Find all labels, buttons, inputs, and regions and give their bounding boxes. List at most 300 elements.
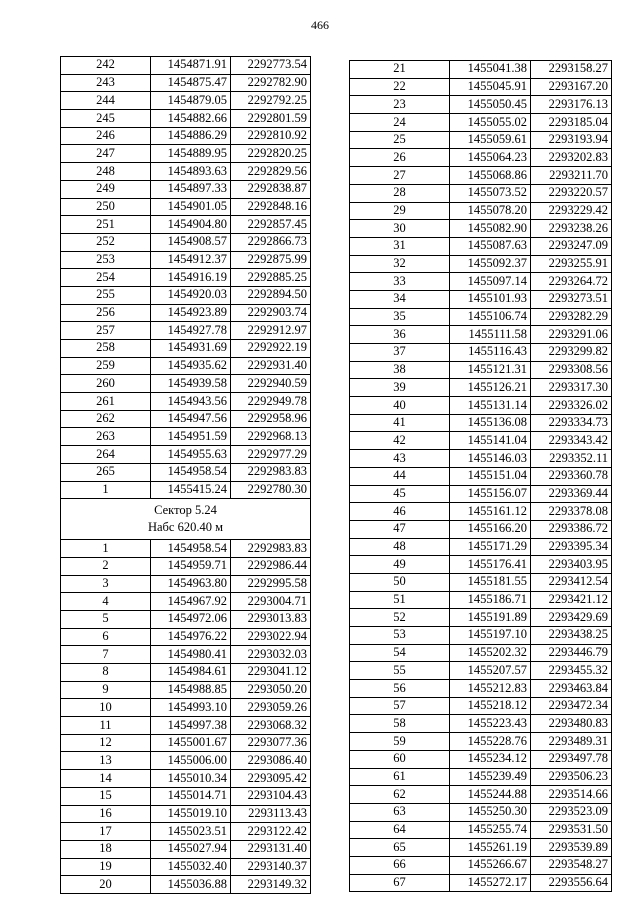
- y-coordinate-cell: 2293463.84: [531, 680, 612, 698]
- x-coordinate-cell: 1454882.66: [151, 110, 231, 128]
- table-row: [350, 131, 612, 149]
- point-number-cell: 50: [350, 573, 450, 591]
- y-coordinate-cell: 2292958.96: [231, 410, 311, 428]
- x-coordinate-cell: 1455218.12: [450, 697, 531, 715]
- table-row: [350, 273, 612, 291]
- point-number-cell: 12: [61, 734, 151, 752]
- y-coordinate-cell: 2293291.06: [531, 326, 612, 344]
- y-coordinate-cell: 2292894.50: [231, 286, 311, 304]
- x-coordinate-cell: 1455126.21: [450, 379, 531, 397]
- table-row: [61, 304, 311, 322]
- table-row: [350, 733, 612, 751]
- point-number-cell: 14: [61, 770, 151, 788]
- x-coordinate-cell: 1454972.06: [151, 610, 231, 628]
- point-number-cell: 26: [350, 149, 450, 167]
- point-number-cell: 1: [61, 481, 151, 499]
- table-row: [350, 184, 612, 202]
- y-coordinate-cell: 2293004.71: [231, 593, 311, 611]
- y-coordinate-cell: 2293403.95: [531, 556, 612, 574]
- x-coordinate-cell: 1454875.47: [151, 74, 231, 92]
- y-coordinate-cell: 2293308.56: [531, 361, 612, 379]
- x-coordinate-cell: 1455014.71: [151, 787, 231, 805]
- point-number-cell: 263: [61, 428, 151, 446]
- point-number-cell: 5: [61, 610, 151, 628]
- y-coordinate-cell: 2292780.30: [231, 481, 311, 499]
- y-coordinate-cell: 2293050.20: [231, 681, 311, 699]
- table-row: [350, 326, 612, 344]
- point-number-cell: 11: [61, 717, 151, 735]
- y-coordinate-cell: 2293176.13: [531, 96, 612, 114]
- table-row: [350, 609, 612, 627]
- x-coordinate-cell: 1455156.07: [450, 485, 531, 503]
- x-coordinate-cell: 1454920.03: [151, 286, 231, 304]
- point-number-cell: 46: [350, 503, 450, 521]
- y-coordinate-cell: 2293255.91: [531, 255, 612, 273]
- x-coordinate-cell: 1455136.08: [450, 414, 531, 432]
- y-coordinate-cell: 2293068.32: [231, 717, 311, 735]
- table-row: [61, 481, 311, 499]
- point-number-cell: 34: [350, 290, 450, 308]
- x-coordinate-cell: 1454923.89: [151, 304, 231, 322]
- y-coordinate-cell: 2292885.25: [231, 269, 311, 287]
- table-row: [61, 557, 311, 575]
- y-coordinate-cell: 2293395.34: [531, 538, 612, 556]
- x-coordinate-cell: 1455106.74: [450, 308, 531, 326]
- x-coordinate-cell: 1454980.41: [151, 646, 231, 664]
- point-number-cell: 259: [61, 357, 151, 375]
- x-coordinate-cell: 1454897.33: [151, 180, 231, 198]
- table-row: [61, 340, 311, 358]
- table-row: [61, 770, 311, 788]
- y-coordinate-cell: 2293059.26: [231, 699, 311, 717]
- x-coordinate-cell: 1455239.49: [450, 768, 531, 786]
- point-number-cell: 20: [61, 876, 151, 894]
- table-row: [61, 699, 311, 717]
- y-coordinate-cell: 2292829.56: [231, 163, 311, 181]
- x-coordinate-cell: 1454927.78: [151, 322, 231, 340]
- y-coordinate-cell: 2293438.25: [531, 627, 612, 645]
- x-coordinate-cell: 1454947.56: [151, 410, 231, 428]
- point-number-cell: 67: [350, 874, 450, 892]
- x-coordinate-cell: 1455202.32: [450, 644, 531, 662]
- point-number-cell: 41: [350, 414, 450, 432]
- x-coordinate-cell: 1455027.94: [151, 840, 231, 858]
- x-coordinate-cell: 1455234.12: [450, 750, 531, 768]
- table-row: [350, 538, 612, 556]
- y-coordinate-cell: 2293220.57: [531, 184, 612, 202]
- x-coordinate-cell: 1455146.03: [450, 450, 531, 468]
- point-number-cell: 262: [61, 410, 151, 428]
- y-coordinate-cell: 2292801.59: [231, 110, 311, 128]
- table-row: [350, 237, 612, 255]
- x-coordinate-cell: 1455059.61: [450, 131, 531, 149]
- x-coordinate-cell: 1455250.30: [450, 803, 531, 821]
- y-coordinate-cell: 2293131.40: [231, 840, 311, 858]
- point-number-cell: 9: [61, 681, 151, 699]
- y-coordinate-cell: 2293334.73: [531, 414, 612, 432]
- point-number-cell: 49: [350, 556, 450, 574]
- y-coordinate-cell: 2292866.73: [231, 233, 311, 251]
- point-number-cell: 45: [350, 485, 450, 503]
- coordinates-table-right: [349, 60, 612, 892]
- y-coordinate-cell: 2293446.79: [531, 644, 612, 662]
- point-number-cell: 248: [61, 163, 151, 181]
- y-coordinate-cell: 2293247.09: [531, 237, 612, 255]
- x-coordinate-cell: 1455055.02: [450, 114, 531, 132]
- table-row: [350, 290, 612, 308]
- x-coordinate-cell: 1455191.89: [450, 609, 531, 627]
- y-coordinate-cell: 2292977.29: [231, 446, 311, 464]
- y-coordinate-cell: 2293455.32: [531, 662, 612, 680]
- point-number-cell: 33: [350, 273, 450, 291]
- x-coordinate-cell: 1455186.71: [450, 591, 531, 609]
- x-coordinate-cell: 1455228.76: [450, 733, 531, 751]
- y-coordinate-cell: 2293229.42: [531, 202, 612, 220]
- y-coordinate-cell: 2293326.02: [531, 397, 612, 415]
- x-coordinate-cell: 1455171.29: [450, 538, 531, 556]
- point-number-cell: 27: [350, 167, 450, 185]
- x-coordinate-cell: 1455036.88: [151, 876, 231, 894]
- y-coordinate-cell: 2293506.23: [531, 768, 612, 786]
- table-row: [61, 593, 311, 611]
- x-coordinate-cell: 1455121.31: [450, 361, 531, 379]
- table-row: [350, 485, 612, 503]
- point-number-cell: 7: [61, 646, 151, 664]
- point-number-cell: 51: [350, 591, 450, 609]
- x-coordinate-cell: 1454904.80: [151, 216, 231, 234]
- y-coordinate-cell: 2292968.13: [231, 428, 311, 446]
- table-row: [61, 717, 311, 735]
- point-number-cell: 57: [350, 697, 450, 715]
- table-row: [61, 163, 311, 181]
- x-coordinate-cell: 1455197.10: [450, 627, 531, 645]
- table-row: [61, 393, 311, 411]
- x-coordinate-cell: 1455141.04: [450, 432, 531, 450]
- x-coordinate-cell: 1454988.85: [151, 681, 231, 699]
- point-number-cell: 254: [61, 269, 151, 287]
- point-number-cell: 25: [350, 131, 450, 149]
- y-coordinate-cell: 2293211.70: [531, 167, 612, 185]
- point-number-cell: 64: [350, 821, 450, 839]
- y-coordinate-cell: 2293343.42: [531, 432, 612, 450]
- y-coordinate-cell: 2293480.83: [531, 715, 612, 733]
- table-row: [350, 627, 612, 645]
- point-number-cell: 246: [61, 127, 151, 145]
- table-row: [61, 251, 311, 269]
- table-row: [61, 198, 311, 216]
- y-coordinate-cell: 2293489.31: [531, 733, 612, 751]
- point-number-cell: 30: [350, 220, 450, 238]
- table-row: [350, 786, 612, 804]
- point-number-cell: 250: [61, 198, 151, 216]
- y-coordinate-cell: 2293158.27: [531, 61, 612, 79]
- table-row: [350, 255, 612, 273]
- x-coordinate-cell: 1455116.43: [450, 344, 531, 362]
- point-number-cell: 63: [350, 803, 450, 821]
- x-coordinate-cell: 1454893.63: [151, 163, 231, 181]
- table-row: [350, 715, 612, 733]
- point-number-cell: 47: [350, 520, 450, 538]
- x-coordinate-cell: 1455151.04: [450, 467, 531, 485]
- table-row: [61, 646, 311, 664]
- point-number-cell: 264: [61, 446, 151, 464]
- y-coordinate-cell: 2292838.87: [231, 180, 311, 198]
- x-coordinate-cell: 1454908.57: [151, 233, 231, 251]
- table-row: [350, 680, 612, 698]
- page-number: 466: [311, 18, 329, 32]
- y-coordinate-cell: 2293095.42: [231, 770, 311, 788]
- y-coordinate-cell: 2293077.36: [231, 734, 311, 752]
- y-coordinate-cell: 2293238.26: [531, 220, 612, 238]
- y-coordinate-cell: 2293113.43: [231, 805, 311, 823]
- x-coordinate-cell: 1455092.37: [450, 255, 531, 273]
- point-number-cell: 32: [350, 255, 450, 273]
- x-coordinate-cell: 1454993.10: [151, 699, 231, 717]
- y-coordinate-cell: 2293523.09: [531, 803, 612, 821]
- x-coordinate-cell: 1454958.54: [151, 540, 231, 558]
- point-number-cell: 56: [350, 680, 450, 698]
- table-row: [350, 556, 612, 574]
- x-coordinate-cell: 1454955.63: [151, 446, 231, 464]
- table-row: [350, 591, 612, 609]
- table-row: [350, 149, 612, 167]
- y-coordinate-cell: 2293149.32: [231, 876, 311, 894]
- y-coordinate-cell: 2293497.78: [531, 750, 612, 768]
- point-number-cell: 36: [350, 326, 450, 344]
- table-row: [61, 145, 311, 163]
- point-number-cell: 244: [61, 92, 151, 110]
- table-row: [350, 397, 612, 415]
- table-row: [61, 840, 311, 858]
- table-row: [350, 379, 612, 397]
- x-coordinate-cell: 1454959.71: [151, 557, 231, 575]
- x-coordinate-cell: 1454931.69: [151, 340, 231, 358]
- y-coordinate-cell: 2292983.83: [231, 463, 311, 481]
- x-coordinate-cell: 1454997.38: [151, 717, 231, 735]
- x-coordinate-cell: 1455101.93: [450, 290, 531, 308]
- x-coordinate-cell: 1455087.63: [450, 237, 531, 255]
- y-coordinate-cell: 2292931.40: [231, 357, 311, 375]
- point-number-cell: 265: [61, 463, 151, 481]
- y-coordinate-cell: 2293412.54: [531, 573, 612, 591]
- x-coordinate-cell: 1454984.61: [151, 664, 231, 682]
- x-coordinate-cell: 1454879.05: [151, 92, 231, 110]
- x-coordinate-cell: 1455082.90: [450, 220, 531, 238]
- point-number-cell: 66: [350, 856, 450, 874]
- table-row: [350, 432, 612, 450]
- x-coordinate-cell: 1455131.14: [450, 397, 531, 415]
- point-number-cell: 261: [61, 393, 151, 411]
- point-number-cell: 243: [61, 74, 151, 92]
- point-number-cell: 43: [350, 450, 450, 468]
- y-coordinate-cell: 2292949.78: [231, 393, 311, 411]
- x-coordinate-cell: 1455006.00: [151, 752, 231, 770]
- y-coordinate-cell: 2292848.16: [231, 198, 311, 216]
- y-coordinate-cell: 2293167.20: [531, 78, 612, 96]
- y-coordinate-cell: 2293202.83: [531, 149, 612, 167]
- table-row: [61, 180, 311, 198]
- point-number-cell: 28: [350, 184, 450, 202]
- table-row: [61, 575, 311, 593]
- point-number-cell: 16: [61, 805, 151, 823]
- point-number-cell: 2: [61, 557, 151, 575]
- table-row: [61, 428, 311, 446]
- y-coordinate-cell: 2293086.40: [231, 752, 311, 770]
- x-coordinate-cell: 1455261.19: [450, 839, 531, 857]
- y-coordinate-cell: 2293548.27: [531, 856, 612, 874]
- point-number-cell: 255: [61, 286, 151, 304]
- y-coordinate-cell: 2293041.12: [231, 664, 311, 682]
- point-number-cell: 38: [350, 361, 450, 379]
- sector-header: [61, 499, 311, 540]
- point-number-cell: 19: [61, 858, 151, 876]
- point-number-cell: 1: [61, 540, 151, 558]
- table-row: [61, 876, 311, 894]
- sector-header-row: [61, 499, 311, 540]
- y-coordinate-cell: 2293386.72: [531, 520, 612, 538]
- point-number-cell: 35: [350, 308, 450, 326]
- y-coordinate-cell: 2292983.83: [231, 540, 311, 558]
- table-row: [350, 644, 612, 662]
- table-row: [61, 110, 311, 128]
- table-row: [61, 269, 311, 287]
- x-coordinate-cell: 1455045.91: [450, 78, 531, 96]
- point-number-cell: 253: [61, 251, 151, 269]
- table-row: [61, 540, 311, 558]
- table-row: [61, 446, 311, 464]
- y-coordinate-cell: 2293299.82: [531, 344, 612, 362]
- y-coordinate-cell: 2293378.08: [531, 503, 612, 521]
- point-number-cell: 55: [350, 662, 450, 680]
- x-coordinate-cell: 1455255.74: [450, 821, 531, 839]
- point-number-cell: 61: [350, 768, 450, 786]
- x-coordinate-cell: 1455181.55: [450, 573, 531, 591]
- table-row: [61, 823, 311, 841]
- x-coordinate-cell: 1454943.56: [151, 393, 231, 411]
- table-row: [61, 664, 311, 682]
- y-coordinate-cell: 2293185.04: [531, 114, 612, 132]
- table-row: [61, 787, 311, 805]
- x-coordinate-cell: 1455001.67: [151, 734, 231, 752]
- point-number-cell: 22: [350, 78, 450, 96]
- table-row: [350, 662, 612, 680]
- y-coordinate-cell: 2293556.64: [531, 874, 612, 892]
- table-row: [61, 57, 311, 75]
- point-number-cell: 18: [61, 840, 151, 858]
- x-coordinate-cell: 1454886.29: [151, 127, 231, 145]
- point-number-cell: 65: [350, 839, 450, 857]
- y-coordinate-cell: 2293264.72: [531, 273, 612, 291]
- y-coordinate-cell: 2292857.45: [231, 216, 311, 234]
- table-row: [61, 322, 311, 340]
- table-row: [61, 410, 311, 428]
- table-row: [61, 357, 311, 375]
- point-number-cell: 242: [61, 57, 151, 75]
- table-row: [61, 375, 311, 393]
- y-coordinate-cell: 2293282.29: [531, 308, 612, 326]
- table-row: [61, 233, 311, 251]
- y-coordinate-cell: 2293122.42: [231, 823, 311, 841]
- table-row: [61, 681, 311, 699]
- point-number-cell: 24: [350, 114, 450, 132]
- y-coordinate-cell: 2293273.51: [531, 290, 612, 308]
- table-row: [61, 628, 311, 646]
- table-row: [350, 202, 612, 220]
- point-number-cell: 258: [61, 340, 151, 358]
- x-coordinate-cell: 1455166.20: [450, 520, 531, 538]
- table-row: [61, 127, 311, 145]
- point-number-cell: 4: [61, 593, 151, 611]
- table-row: [350, 96, 612, 114]
- table-row: [350, 344, 612, 362]
- y-coordinate-cell: 2293531.50: [531, 821, 612, 839]
- y-coordinate-cell: 2293421.12: [531, 591, 612, 609]
- table-row: [350, 856, 612, 874]
- point-number-cell: 23: [350, 96, 450, 114]
- y-coordinate-cell: 2293429.69: [531, 609, 612, 627]
- table-row: [350, 750, 612, 768]
- x-coordinate-cell: 1455010.34: [151, 770, 231, 788]
- point-number-cell: 40: [350, 397, 450, 415]
- table-row: [61, 74, 311, 92]
- table-row: [61, 805, 311, 823]
- y-coordinate-cell: 2293472.34: [531, 697, 612, 715]
- x-coordinate-cell: 1455050.45: [450, 96, 531, 114]
- point-number-cell: 29: [350, 202, 450, 220]
- point-number-cell: 247: [61, 145, 151, 163]
- x-coordinate-cell: 1454935.62: [151, 357, 231, 375]
- x-coordinate-cell: 1454939.58: [151, 375, 231, 393]
- x-coordinate-cell: 1454916.19: [151, 269, 231, 287]
- x-coordinate-cell: 1455244.88: [450, 786, 531, 804]
- x-coordinate-cell: 1454871.91: [151, 57, 231, 75]
- x-coordinate-cell: 1455032.40: [151, 858, 231, 876]
- table-row: [61, 216, 311, 234]
- y-coordinate-cell: 2293022.94: [231, 628, 311, 646]
- x-coordinate-cell: 1455223.43: [450, 715, 531, 733]
- point-number-cell: 53: [350, 627, 450, 645]
- coordinates-table-left: [60, 56, 311, 894]
- table-row: [350, 803, 612, 821]
- point-number-cell: 42: [350, 432, 450, 450]
- table-row: [350, 414, 612, 432]
- point-number-cell: 58: [350, 715, 450, 733]
- point-number-cell: 52: [350, 609, 450, 627]
- table-row: [350, 520, 612, 538]
- y-coordinate-cell: 2293032.03: [231, 646, 311, 664]
- x-coordinate-cell: 1454963.80: [151, 575, 231, 593]
- x-coordinate-cell: 1455111.58: [450, 326, 531, 344]
- point-number-cell: 44: [350, 467, 450, 485]
- table-row: [350, 503, 612, 521]
- point-number-cell: 15: [61, 787, 151, 805]
- point-number-cell: 59: [350, 733, 450, 751]
- y-coordinate-cell: 2293104.43: [231, 787, 311, 805]
- table-row: [350, 114, 612, 132]
- y-coordinate-cell: 2292782.90: [231, 74, 311, 92]
- point-number-cell: 3: [61, 575, 151, 593]
- x-coordinate-cell: 1454901.05: [151, 198, 231, 216]
- y-coordinate-cell: 2293193.94: [531, 131, 612, 149]
- point-number-cell: 62: [350, 786, 450, 804]
- point-number-cell: 10: [61, 699, 151, 717]
- x-coordinate-cell: 1455212.83: [450, 680, 531, 698]
- point-number-cell: 251: [61, 216, 151, 234]
- table-row: [350, 61, 612, 79]
- table-row: [61, 286, 311, 304]
- y-coordinate-cell: 2293514.66: [531, 786, 612, 804]
- table-row: [61, 92, 311, 110]
